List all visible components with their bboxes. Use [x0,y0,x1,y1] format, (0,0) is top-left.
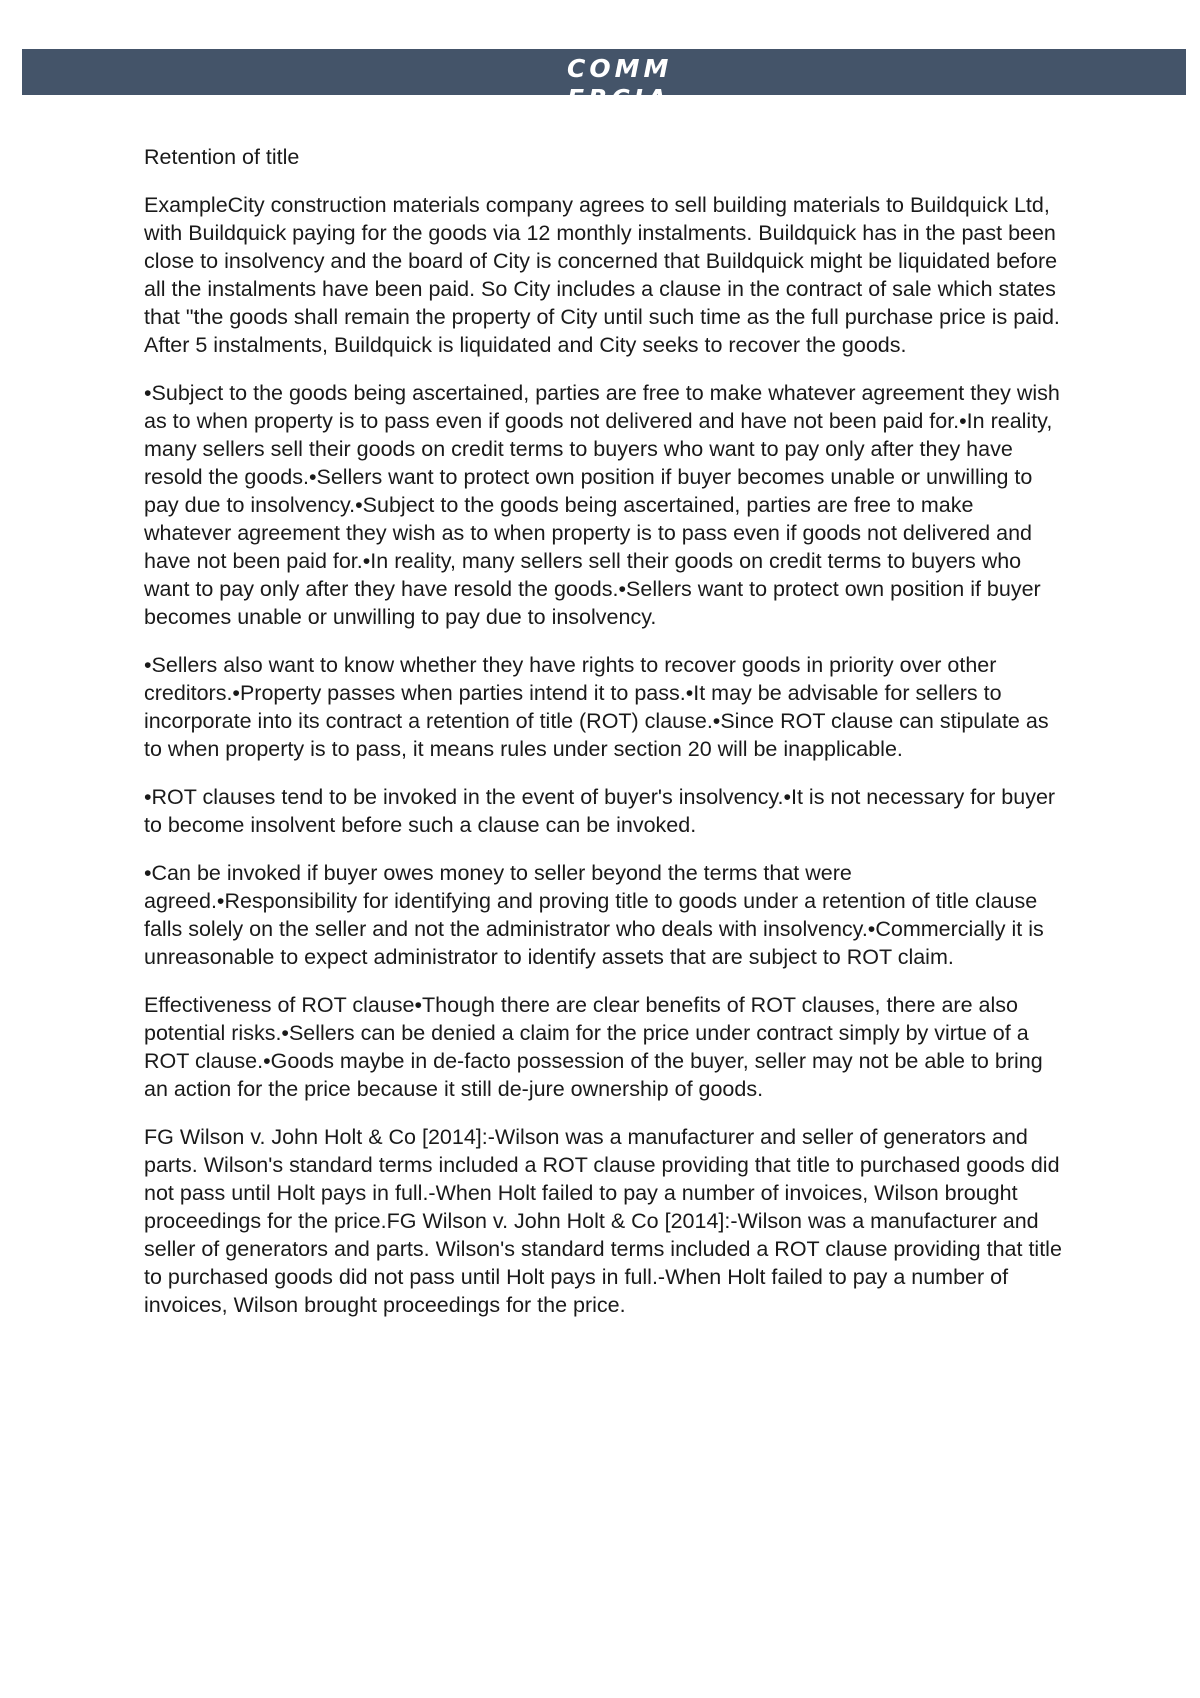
header-title: COMMERCIAL [567,54,673,143]
paragraph-scenario: ExampleCity construction materials company agrees to sell building materials to Buildquick Ltd, with Buildquick paying for the goods via 12 monthly instalments. Buildquick has in the past been close to insolvency and the board of City is concerned that Buildquick might be liquidated before all the instalments have been paid. So City includes a clause in the contract of sale which states that "the goods shall remain the property of City until such time as the full purchase price is paid. After 5 instalments, Buildquick is liquidated and City seeks to recover the goods. [144,193,1060,357]
document-heading: Retention of title [144,145,300,169]
paragraph-invocation: •Can be invoked if buyer owes money to seller beyond the terms that were agreed.•Responsibility for identifying and proving title to goods under a retention of title clause falls solely on the seller and not the administrator who deals with insolvency.•Commercially it is unreasonable to expect administrator to identify assets that are subject to ROT claim. [144,861,1044,969]
paragraph-priority-rights: •Sellers also want to know whether they have rights to recover goods in priority over other creditors.•Property passes when parties intend it to pass.•It may be advisable for sellers to incorporate into its contract a retention of title (ROT) clause.•Since ROT clause can stipulate as to when property is to pass, it means rules under section 20 will be inapplicable. [144,653,1049,761]
header-band [22,49,1186,143]
paragraph-ascertained-goods: •Subject to the goods being ascertained, parties are free to make whatever agreement they wish as to when property is to pass even if goods not delivered and have not been paid for.•In reality, many sellers sell their goods on credit terms to buyers who want to pay only after they have resold the goods.•Sellers want to protect own position if buyer becomes unable or unwilling to pay due to insolvency.•Subject to the goods being ascertained, parties are free to make whatever agreement they wish as to when property is to pass even if goods not delivered and have not been paid for.•In reality, many sellers sell their goods on credit terms to buyers who want to pay only after they have resold the goods.•Sellers want to protect own position if buyer becomes unable or unwilling to pay due to insolvency. [144,381,1060,629]
paragraph-effectiveness: Effectiveness of ROT clause•Though there are clear benefits of ROT clauses, there are also potential risks.•Sellers can be denied a claim for the price under contract simply by virtue of a ROT clause.•Goods maybe in de-facto possession of the buyer, seller may not be able to bring an action for the price because it still de-jure ownership of goods. [144,993,1043,1101]
paragraph-case-law: FG Wilson v. John Holt & Co [2014]:-Wilson was a manufacturer and seller of generators and parts. Wilson's standard terms included a ROT clause providing that title to purchased goods did not pass until Holt pays in full.-When Holt failed to pay a number of invoices, Wilson brought proceedings for the price.FG Wilson v. John Holt & Co [2014]:-Wilson was a manufacturer and seller of generators and parts. Wilson's standard terms included a ROT clause providing that title to purchased goods did not pass until Holt pays in full.-When Holt failed to pay a number of invoices, Wilson brought proceedings for the price. [144,1125,1062,1317]
paragraph-insolvency: •ROT clauses tend to be invoked in the event of buyer's insolvency.•It is not necessary for buyer to become insolvent before such a clause can be invoked. [144,785,1056,837]
document-body [144,143,1064,1339]
